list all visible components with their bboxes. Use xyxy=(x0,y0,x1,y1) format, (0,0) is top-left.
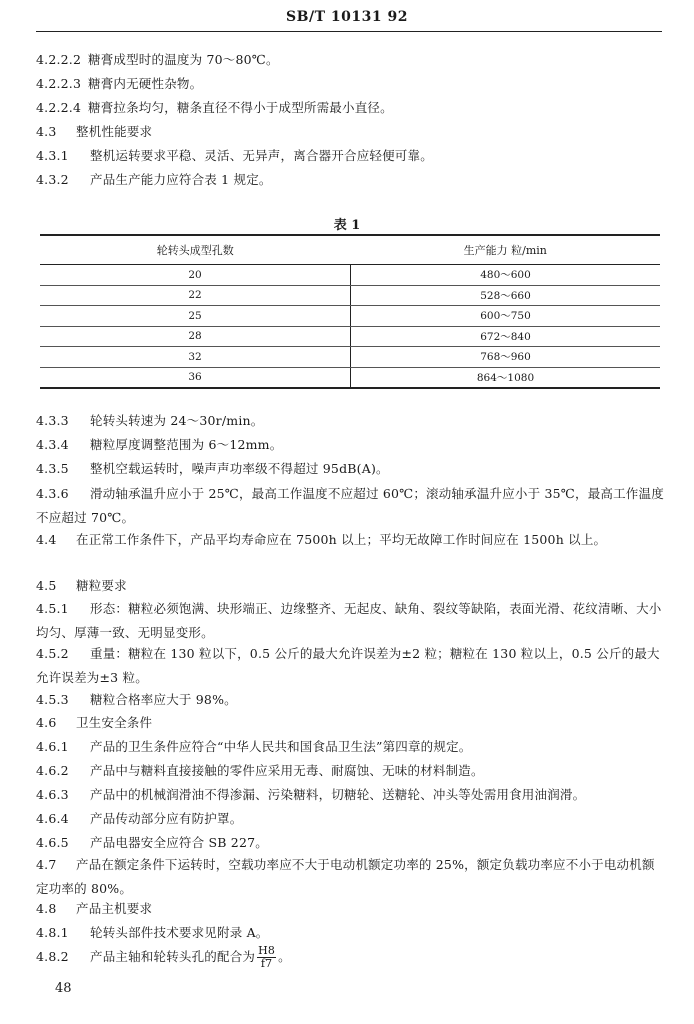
capacity-cell: 600～750 xyxy=(351,306,661,327)
clause-text-tail: 。 xyxy=(278,949,291,964)
section-4-6-heading xyxy=(36,714,152,732)
clause-4-3-1 xyxy=(36,147,433,165)
clause-text: 产品生产能力应符合表 1 规定。 xyxy=(90,172,272,187)
clause-4-3-3 xyxy=(36,412,263,430)
clause-text: 糖膏拉条均匀，糖条直径不得小于成型所需最小直径。 xyxy=(88,100,393,115)
standard-code-header: SB/T 10131 92 xyxy=(286,9,408,25)
hole-count-cell: 28 xyxy=(40,326,351,347)
clause-4-2-2-4 xyxy=(36,99,393,117)
column-header-hole-count: 轮转头成型孔数 xyxy=(40,235,351,265)
column-header-capacity: 生产能力 粒/min xyxy=(351,235,661,265)
section-4-5-heading xyxy=(36,577,127,595)
clause-text: 产品主轴和轮转头孔的配合为 xyxy=(90,949,256,964)
clause-number: 4.3.2 xyxy=(36,172,69,187)
table-row xyxy=(40,285,660,306)
clause-4-6-5 xyxy=(36,834,268,852)
hole-count-cell: 36 xyxy=(40,367,351,388)
clause-text: 整机空载运转时，噪声声功率级不得超过 95dB(A)。 xyxy=(90,461,389,476)
clause-text: 整机运转要求平稳、灵活、无异声，离合器开合应轻便可靠。 xyxy=(90,148,433,163)
capacity-table xyxy=(40,234,660,389)
clause-number: 4.2.2.4 xyxy=(36,100,82,115)
clause-number: 4.2.2.3 xyxy=(36,76,82,91)
section-4-3-heading xyxy=(36,123,152,141)
fraction-denominator: f7 xyxy=(260,957,273,970)
clause-4-3-5 xyxy=(36,460,389,478)
hole-count-cell: 20 xyxy=(40,265,351,286)
hole-count-cell: 22 xyxy=(40,285,351,306)
clause-number: 4.8.2 xyxy=(36,949,69,964)
clause-number: 4.3.5 xyxy=(36,461,69,476)
section-4-8-heading xyxy=(36,900,152,918)
clause-4-7 xyxy=(36,853,664,901)
capacity-cell: 528～660 xyxy=(351,285,661,306)
table-row xyxy=(40,347,660,368)
table-header-row xyxy=(40,235,660,265)
clause-4-6-1 xyxy=(36,738,471,756)
clause-text: 整机性能要求 xyxy=(76,124,153,139)
clause-text: 形态：糖粒必须饱满、块形端正、边缘整齐、无起皮、缺角、裂纹等缺陷，表面光滑、花纹清晰、大小均匀、厚薄一致、无明显变形。 xyxy=(36,601,662,640)
clause-text: 在正常工作条件下，产品平均寿命应在 7500h 以上；平均无故障工作时间应在 1500h 以上。 xyxy=(76,532,607,547)
clause-text: 糖膏成型时的温度为 70～80℃。 xyxy=(88,52,279,67)
clause-number: 4.6 xyxy=(36,715,57,730)
clause-number: 4.6.1 xyxy=(36,739,69,754)
clause-4-2-2-3 xyxy=(36,75,202,93)
clause-4-6-3 xyxy=(36,786,585,804)
clause-number: 4.4 xyxy=(36,532,57,547)
clause-text: 产品电器安全应符合 SB 227。 xyxy=(90,835,268,850)
capacity-cell: 480～600 xyxy=(351,265,661,286)
clause-text: 糖膏内无硬性杂物。 xyxy=(88,76,203,91)
capacity-cell: 864～1080 xyxy=(351,367,661,388)
clause-4-8-1 xyxy=(36,924,269,942)
clause-text: 产品传动部分应有防护罩。 xyxy=(90,811,243,826)
clause-number: 4.5.1 xyxy=(36,601,69,616)
hole-count-cell: 25 xyxy=(40,306,351,327)
clause-number: 4.6.3 xyxy=(36,787,69,802)
clause-4-6-2 xyxy=(36,762,484,780)
capacity-cell: 768～960 xyxy=(351,347,661,368)
clause-number: 4.5.3 xyxy=(36,692,69,707)
clause-number: 4.3 xyxy=(36,124,57,139)
clause-text: 糖粒厚度调整范围为 6～12mm。 xyxy=(90,437,283,452)
clause-text: 产品中与糖料直接接触的零件应采用无毒、耐腐蚀、无味的材料制造。 xyxy=(90,763,484,778)
clause-number: 4.6.5 xyxy=(36,835,69,850)
clause-number: 4.8.1 xyxy=(36,925,69,940)
clause-text: 卫生安全条件 xyxy=(76,715,153,730)
clause-4-5-1 xyxy=(36,597,664,645)
clause-number: 4.6.2 xyxy=(36,763,69,778)
clause-4-6-4 xyxy=(36,810,242,828)
clause-text: 重量：糖粒在 130 粒以下，0.5 公斤的最大允许误差为±2 粒；糖粒在 130 粒以上，0.5 公斤的最大允许误差为±3 粒。 xyxy=(36,646,660,685)
clause-4-4 xyxy=(36,528,664,552)
header-rule xyxy=(36,31,662,32)
clause-4-8-2 xyxy=(36,944,291,970)
fit-fraction xyxy=(257,945,276,970)
clause-text: 产品在额定条件下运转时，空载功率应不大于电动机额定功率的 25%，额定负载功率应不小于电动机额定功率的 80%。 xyxy=(36,857,655,896)
clause-4-3-2 xyxy=(36,171,272,189)
table-row xyxy=(40,326,660,347)
clause-number: 4.5.2 xyxy=(36,646,69,661)
capacity-cell: 672～840 xyxy=(351,326,661,347)
clause-text: 产品中的机械润滑油不得渗漏、污染糖料，切糖轮、送糖轮、冲头等处需用食用油润滑。 xyxy=(90,787,586,802)
page-number: 48 xyxy=(55,981,72,996)
clause-number: 4.7 xyxy=(36,857,57,872)
clause-text: 糖粒合格率应大于 98%。 xyxy=(90,692,237,707)
clause-number: 4.6.4 xyxy=(36,811,69,826)
fraction-numerator: H8 xyxy=(258,944,276,957)
clause-4-3-6 xyxy=(36,482,664,530)
clause-text: 产品的卫生条件应符合“中华人民共和国食品卫生法”第四章的规定。 xyxy=(90,739,472,754)
clause-4-5-2 xyxy=(36,642,664,690)
clause-number: 4.2.2.2 xyxy=(36,52,82,67)
clause-text: 糖粒要求 xyxy=(76,578,127,593)
clause-number: 4.3.1 xyxy=(36,148,69,163)
clause-number: 4.3.3 xyxy=(36,413,69,428)
table-row xyxy=(40,265,660,286)
clause-4-3-4 xyxy=(36,436,282,454)
table-caption: 表 1 xyxy=(333,218,361,233)
clause-number: 4.8 xyxy=(36,901,57,916)
clause-number: 4.5 xyxy=(36,578,57,593)
clause-4-2-2-2 xyxy=(36,51,279,69)
hole-count-cell: 32 xyxy=(40,347,351,368)
clause-text: 轮转头部件技术要求见附录 A。 xyxy=(90,925,269,940)
clause-number: 4.3.6 xyxy=(36,486,69,501)
table-row xyxy=(40,367,660,388)
clause-text: 产品主机要求 xyxy=(76,901,153,916)
clause-text: 滑动轴承温升应小于 25℃，最高工作温度不应超过 60℃；滚动轴承温升应小于 35℃，最高工作温度不应超过 70℃。 xyxy=(36,486,664,525)
clause-number: 4.3.4 xyxy=(36,437,69,452)
clause-text: 轮转头转速为 24～30r/min。 xyxy=(90,413,264,428)
clause-4-5-3 xyxy=(36,691,237,709)
table-row xyxy=(40,306,660,327)
